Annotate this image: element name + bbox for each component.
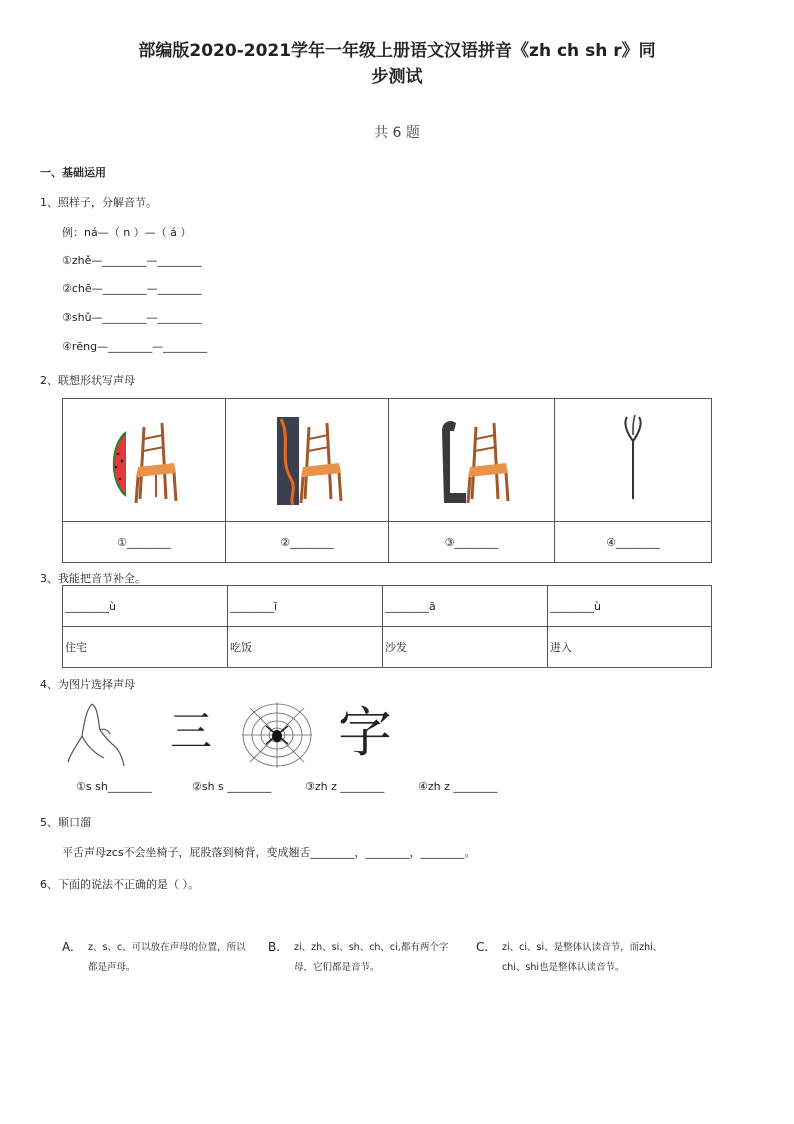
q2-table [62,398,712,563]
q2-picture-cell-4 [555,399,712,522]
q6-option-c-line-2: chi、shi也是整体认读音节。 [502,962,625,973]
q4-option-1[interactable]: ①s sh________ [76,780,152,793]
q5-prompt: 5、顺口溜 [40,816,91,829]
hook-chair-image [432,409,512,509]
q2-picture-cell-1 [63,399,226,522]
q3-syllable-1[interactable]: ________ù [63,586,228,627]
hand-image [64,700,134,770]
q3-syllable-3[interactable]: ________ā [383,586,548,627]
q6-option-c-line-1: zi、ci、si、是整体认读音节，而zhi、 [502,942,663,953]
title-line-1: 部编版2020-2021学年一年级上册语文汉语拼音《zh ch sh r》同 [138,41,656,61]
q2-picture-cell-3 [389,399,555,522]
q1-example: 例：ná—（ n ）—（ á ） [62,226,192,239]
q6-option-a-line-1: z、s、c、可以放在声母的位置，所以 [88,942,246,953]
q2-blank-1[interactable]: ①________ [63,522,226,563]
q6-option-b-line-2: 母，它们都是音节。 [294,962,380,973]
q3-word-3: 沙发 [383,627,548,668]
q6-option-a[interactable] [88,938,258,978]
q4-option-4[interactable]: ④zh z ________ [418,780,498,793]
q6-option-c-letter[interactable]: C. [476,940,489,954]
q6-option-a-line-2: 都是声母。 [88,962,136,973]
section-heading: 一、基础运用 [40,166,106,179]
character-san: 三 [170,707,213,756]
q2-blank-4[interactable]: ④________ [555,522,712,563]
sprout-image [603,409,663,509]
question-count: 共 6 题 [374,125,420,141]
q3-word-2: 吃饭 [228,627,383,668]
title-line-2: 步测试 [371,67,423,87]
q1-item-4[interactable]: ④rēng—________—________ [62,340,208,353]
q6-option-b-letter[interactable]: B. [268,940,281,954]
q1-item-3[interactable]: ③shǔ—________—________ [62,311,202,324]
q5-text[interactable]: 平舌声母zcs不会坐椅子，屁股落到椅背，变成翘舌________，________，________。 [62,846,476,859]
q2-prompt: 2、联想形状写声母 [40,374,135,387]
q4-option-2[interactable]: ②sh s ________ [192,780,272,793]
q3-table [62,585,712,668]
watermelon-chair-image [104,409,184,509]
q3-word-4: 进入 [548,627,712,668]
lava-chair-image [267,409,347,509]
page-title [0,38,794,90]
q3-syllable-2[interactable]: ________ī [228,586,383,627]
q6-option-b[interactable] [294,938,464,978]
q1-prompt: 1、照样子，分解音节。 [40,196,157,209]
q2-picture-cell-2 [226,399,389,522]
spider-web-image [240,700,314,770]
q6-option-c[interactable] [502,938,682,978]
q6-option-b-line-1: zi、zh、si、sh、ch、ci,都有两个字 [294,942,449,953]
q3-word-1: 住宅 [63,627,228,668]
q6-prompt: 6、下面的说法不正确的是（ ）。 [40,878,199,891]
q2-blank-2[interactable]: ②________ [226,522,389,563]
q4-option-3[interactable]: ③zh z ________ [305,780,385,793]
q1-item-2[interactable]: ②chē—________—________ [62,282,202,295]
q2-blank-3[interactable]: ③________ [389,522,555,563]
q1-item-1[interactable]: ①zhě—________—________ [62,254,202,267]
q6-option-a-letter[interactable]: A. [62,940,74,954]
character-zi: 字 [338,701,392,764]
q3-syllable-4[interactable]: ________ù [548,586,712,627]
q3-prompt: 3、我能把音节补全。 [40,572,146,585]
q4-prompt: 4、为图片选择声母 [40,678,135,691]
